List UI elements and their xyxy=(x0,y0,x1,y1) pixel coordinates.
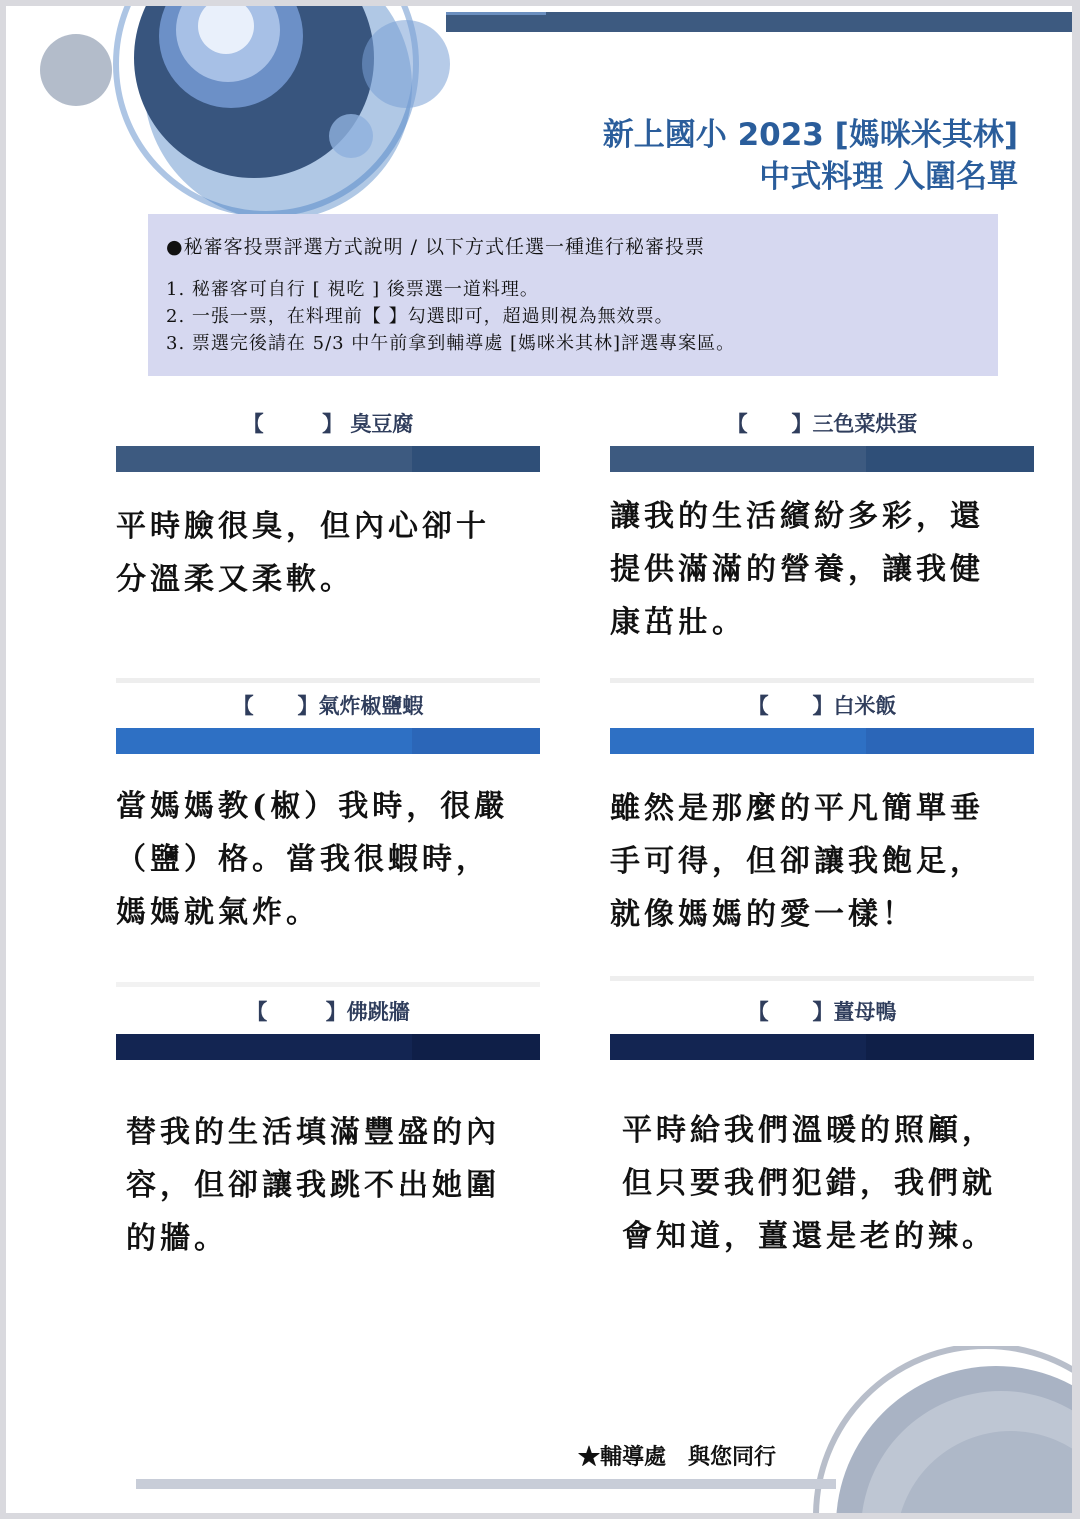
footer-line xyxy=(136,1479,836,1489)
vote-checkbox-open[interactable]: 【 xyxy=(747,1000,769,1024)
vote-checkbox-open[interactable]: 【 xyxy=(242,412,264,436)
dish-header-bar xyxy=(610,1034,1034,1060)
footer-signature: ★輔導處 與您同行 xyxy=(578,1444,777,1470)
dish-header-bar xyxy=(116,728,540,754)
vote-checkbox-open[interactable]: 【 xyxy=(747,694,769,718)
rules-list xyxy=(166,276,735,357)
vote-checkbox-close[interactable]: 】 xyxy=(791,412,813,436)
dish-name: 三色菜烘蛋 xyxy=(812,412,918,436)
divider xyxy=(610,678,1034,683)
dish-name: 白米飯 xyxy=(833,694,897,718)
divider xyxy=(610,976,1034,981)
title-line-1: 新上國小 2023 [媽咪米其林] xyxy=(602,117,1018,153)
dish-description: 雖然是那麼的平凡簡單垂手可得，但卻讓我飽足，就像媽媽的愛一樣！ xyxy=(610,791,984,932)
dish-card-buddha-jumps-over-wall xyxy=(116,996,540,1286)
dish-name: 臭豆腐 xyxy=(350,412,414,436)
dish-description: 當媽媽教(椒）我時，很嚴（鹽）格。當我很蝦時，媽媽就氣炸。 xyxy=(116,789,509,930)
rule-item: 3. 票選完後請在 5/3 中午前拿到輔導處 [媽咪米其林]評選專案區。 xyxy=(166,333,736,354)
page-title xyxy=(603,114,1018,198)
vote-checkbox-close[interactable]: 】 xyxy=(297,694,319,718)
voting-rules-box xyxy=(148,214,998,376)
divider xyxy=(116,678,540,683)
vote-checkbox-open[interactable]: 【 xyxy=(232,694,254,718)
vote-checkbox-close[interactable]: 】 xyxy=(322,412,344,436)
dish-header-bar xyxy=(116,1034,540,1060)
dish-description: 讓我的生活繽紛多彩，還提供滿滿的營養，讓我健康茁壯。 xyxy=(610,499,984,640)
vote-checkbox-close[interactable]: 】 xyxy=(325,1000,347,1024)
vote-checkbox-open[interactable]: 【 xyxy=(726,412,748,436)
dish-header-bar xyxy=(610,446,1034,472)
vote-checkbox-open[interactable]: 【 xyxy=(246,1000,268,1024)
rules-heading: ●秘審客投票評選方式說明 / 以下方式任選一種進行秘審投票 xyxy=(166,236,706,258)
dish-card-salt-pepper-shrimp xyxy=(116,690,540,970)
dish-description: 平時給我們溫暖的照顧，但只要我們犯錯，我們就會知道，薑還是老的辣。 xyxy=(622,1113,996,1254)
dish-header-bar xyxy=(116,446,540,472)
dish-name: 薑母鴨 xyxy=(833,1000,897,1024)
vote-checkbox-close[interactable]: 】 xyxy=(812,1000,834,1024)
vote-checkbox-close[interactable]: 】 xyxy=(812,694,834,718)
dish-card-tricolor-omelette xyxy=(610,408,1034,668)
dish-label xyxy=(610,996,1034,1026)
dish-description: 替我的生活填滿豐盛的內容，但卻讓我跳不出她圍的牆。 xyxy=(126,1115,500,1256)
dish-label xyxy=(610,408,1034,438)
dish-label xyxy=(610,690,1034,720)
divider xyxy=(116,982,540,987)
flyer-page xyxy=(6,6,1072,1513)
dish-card-ginger-duck xyxy=(610,996,1034,1286)
dish-card-white-rice xyxy=(610,690,1034,970)
dish-label xyxy=(116,408,540,438)
dish-name: 氣炸椒鹽蝦 xyxy=(318,694,424,718)
rule-item: 1. 秘審客可自行 [ 視吃 ] 後票選一道料理。 xyxy=(166,279,539,300)
decorative-circles-top xyxy=(6,6,476,216)
dish-label xyxy=(116,690,540,720)
title-line-2: 中式料理 入圍名單 xyxy=(759,159,1018,195)
dish-header-bar xyxy=(610,728,1034,754)
dish-label xyxy=(116,996,540,1026)
rule-item: 2. 一張一票，在料理前【 】勾選即可，超過則視為無效票。 xyxy=(166,306,674,327)
dish-description: 平時臉很臭，但內心卻十分溫柔又柔軟。 xyxy=(116,509,490,597)
dish-card-stinky-tofu xyxy=(116,408,540,668)
top-accent-bar xyxy=(446,12,1072,32)
dish-name: 佛跳牆 xyxy=(346,1000,410,1024)
